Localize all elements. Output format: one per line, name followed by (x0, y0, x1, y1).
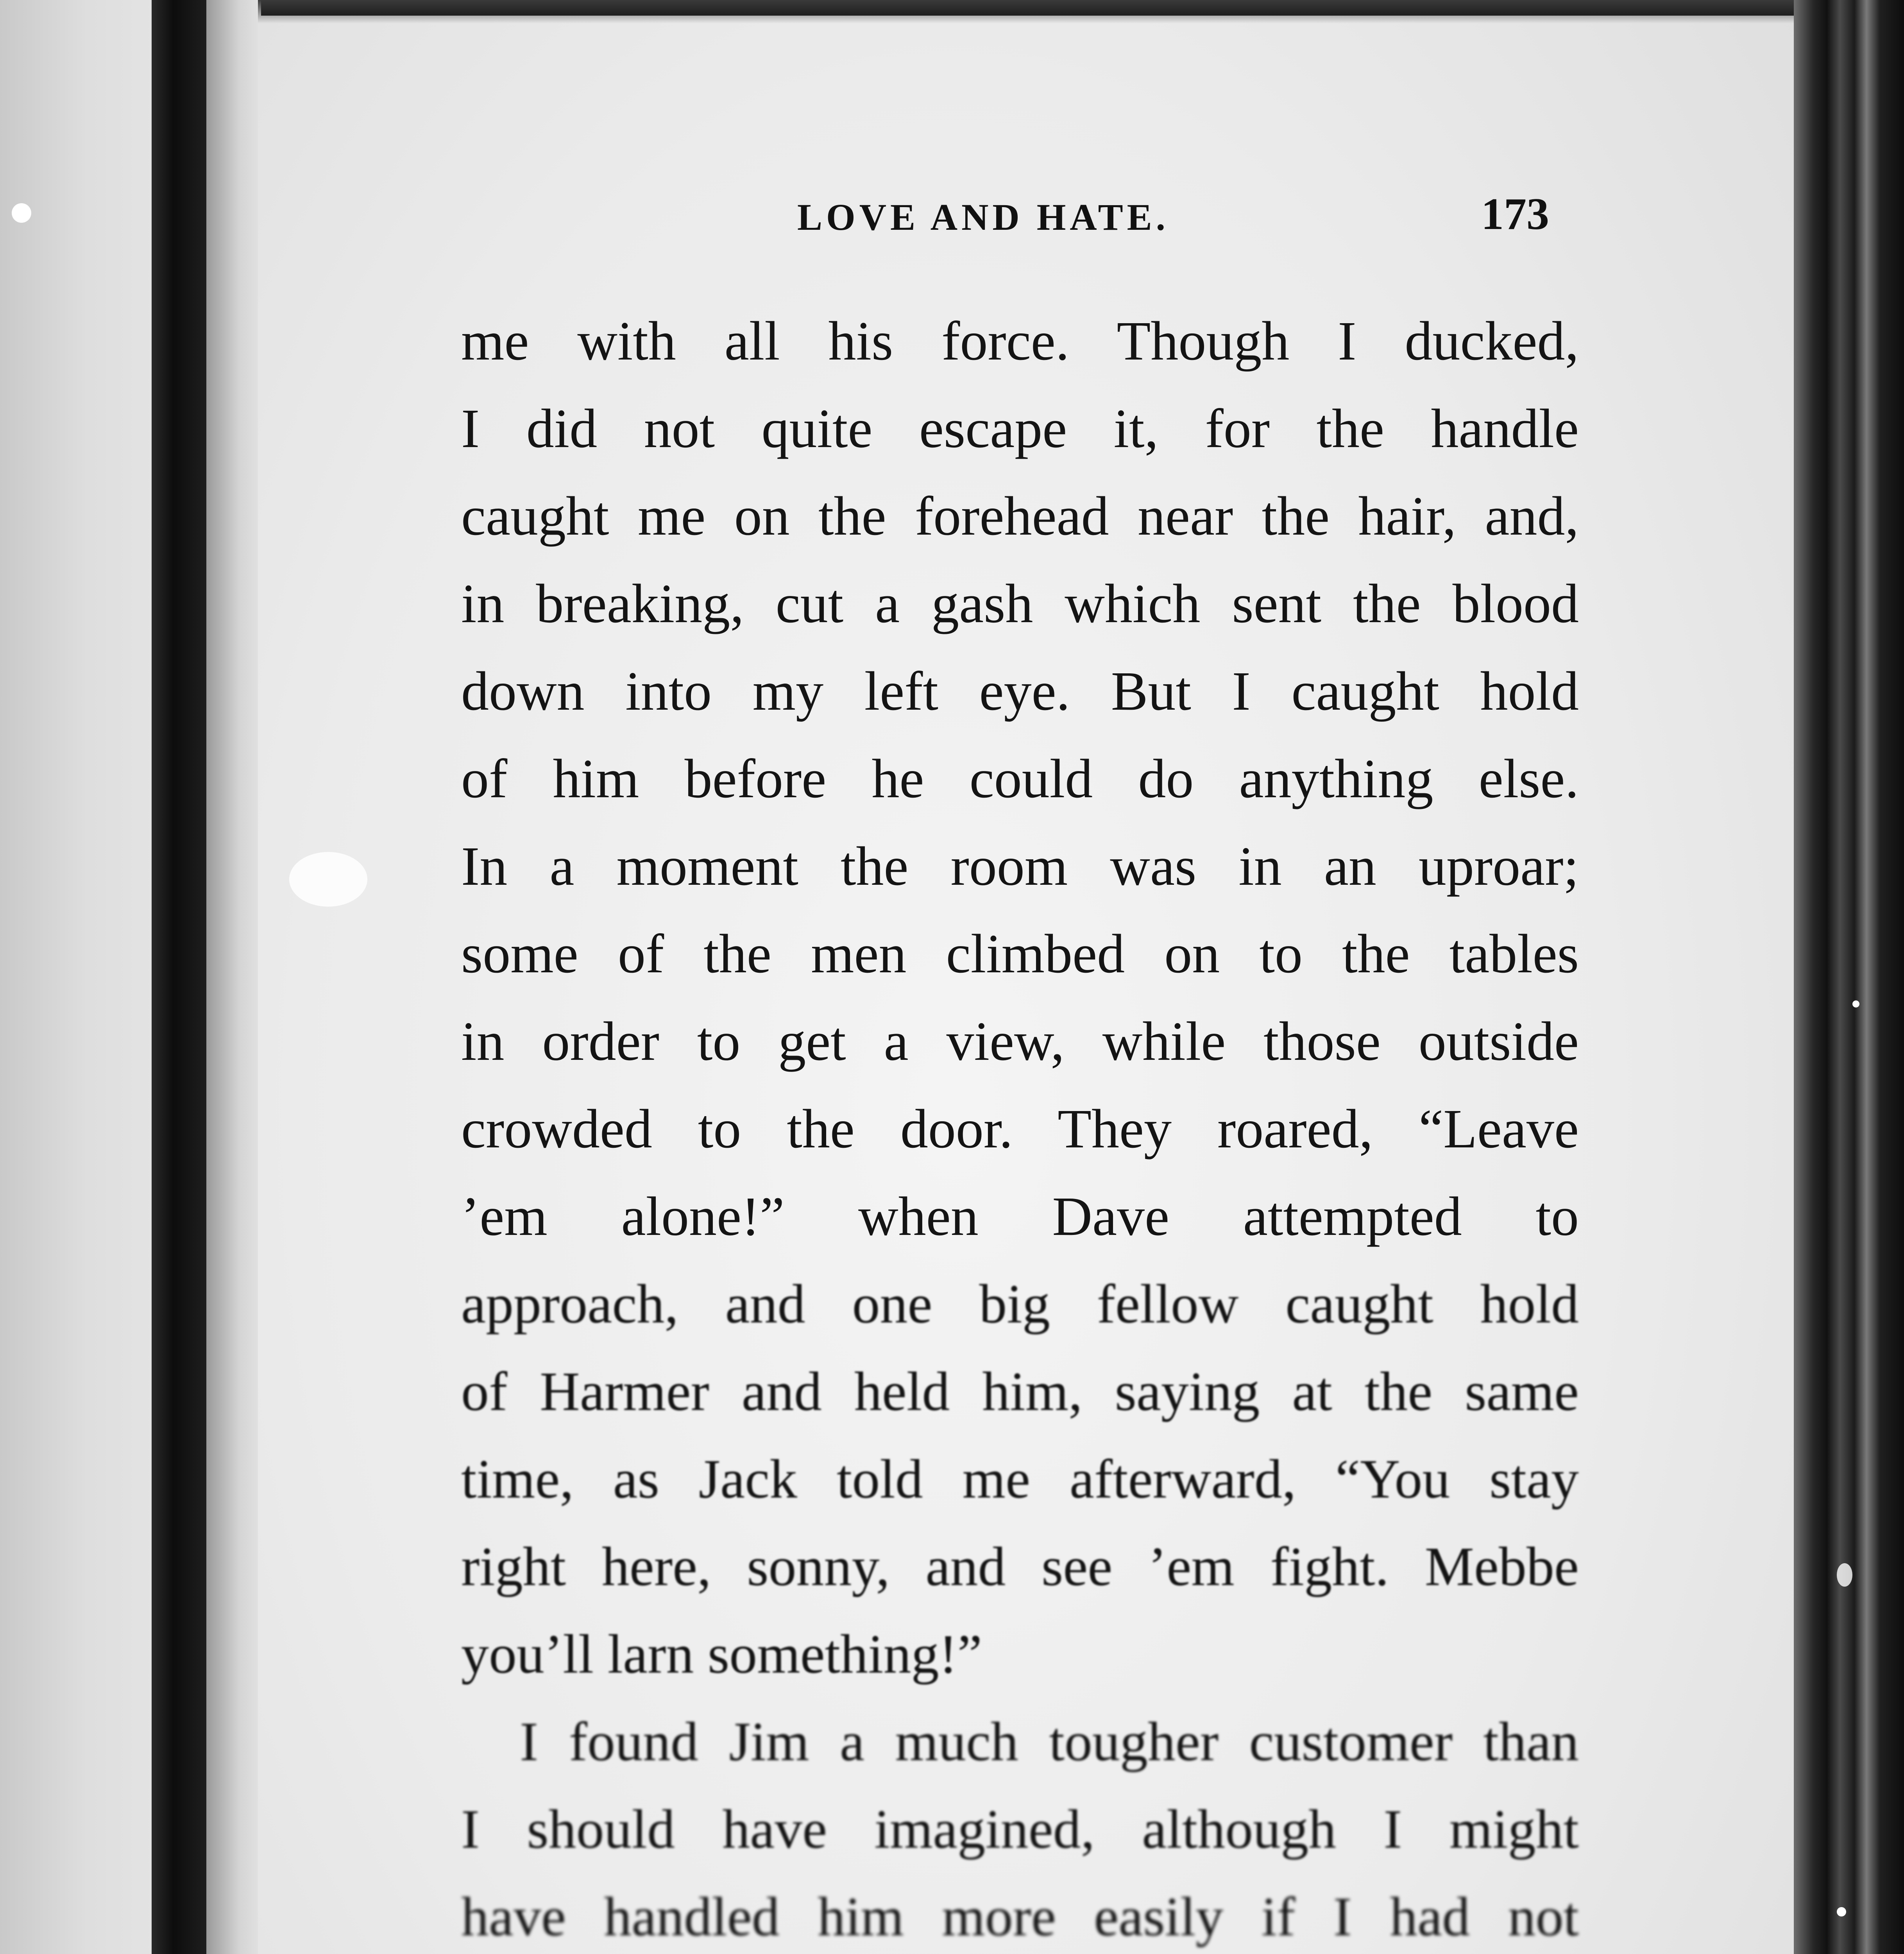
text-line-15: right here, sonny, and see ’em fight. Mebbe (461, 1535, 1579, 1597)
body-text (461, 297, 1579, 1954)
text-line-3: caught me on the forehead near the hair, and, (461, 485, 1579, 547)
text-line-16: you’ll larn something!” (461, 1623, 982, 1685)
book-gutter-shadow (152, 0, 206, 1954)
text-line-13: of Harmer and held him, saying at the same (461, 1360, 1579, 1422)
running-head-title: LOVE AND HATE. (797, 196, 1169, 238)
text-line-17: I found Jim a much tougher customer than (520, 1711, 1579, 1772)
scan-speck (1837, 1907, 1846, 1916)
page-number: 173 (1481, 189, 1549, 239)
text-line-19: have handled him more easily if I had not (461, 1886, 1579, 1947)
text-line-10: crowded to the door. They roared, “Leave (461, 1098, 1579, 1160)
text-line-7: In a moment the room was in an uproar; (461, 835, 1579, 897)
text-line-6: of him before he could do anything else. (461, 748, 1579, 809)
text-line-2: I did not quite escape it, for the handle (461, 397, 1579, 459)
text-line-14: time, as Jack told me afterward, “You stay (461, 1448, 1579, 1510)
text-line-5: down into my left eye. But I caught hold (461, 660, 1579, 722)
page-top-shadow (258, 0, 1806, 23)
scan-speck (1852, 1000, 1859, 1007)
text-line-11: ’em alone!” when Dave attempted to (461, 1185, 1579, 1247)
right-page-stack-edge (1794, 0, 1904, 1954)
text-line-8: some of the men climbed on to the tables (461, 923, 1579, 984)
text-line-18: I should have imagined, although I might (461, 1798, 1579, 1860)
text-line-1: me with all his force. Though I ducked, (461, 310, 1579, 372)
scan-speck (289, 852, 367, 907)
text-line-9: in order to get a view, while those outside (461, 1010, 1579, 1072)
page-left-margin-edge (206, 0, 261, 1954)
scan-speck (1837, 1563, 1852, 1587)
scan-speck (12, 203, 31, 223)
text-line-12: approach, and one big fellow caught hold (461, 1273, 1579, 1335)
text-line-4: in breaking, cut a gash which sent the blood (461, 573, 1579, 634)
